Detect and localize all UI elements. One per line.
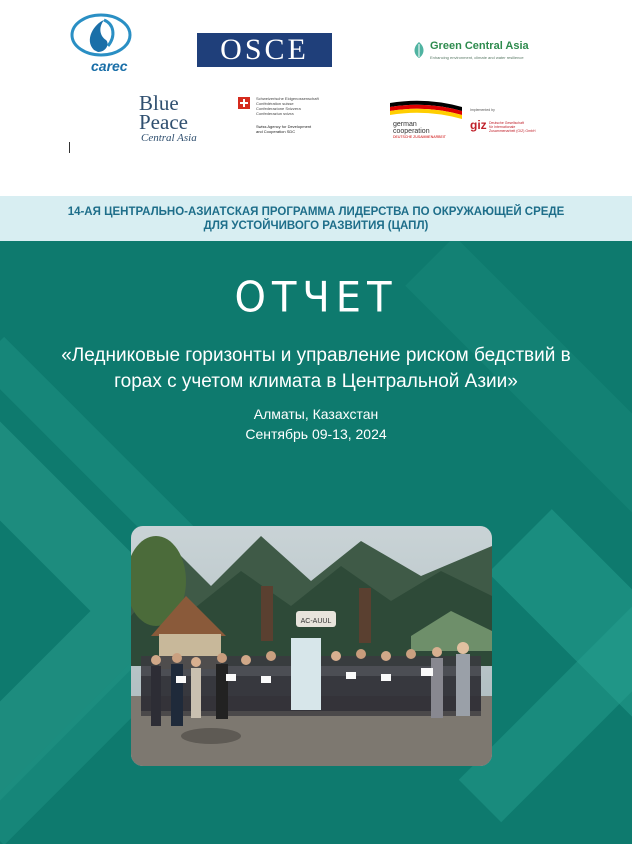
osce-logo-text: OSCE	[220, 33, 309, 66]
blue-peace-line1: Blue	[139, 91, 179, 115]
giz-logo: giz	[470, 118, 487, 132]
german-cooperation-text: german cooperation	[393, 121, 430, 135]
group-photo-image	[131, 526, 492, 766]
group-photo	[131, 526, 492, 766]
text-cursor	[69, 142, 70, 153]
german-flag-icon	[390, 99, 462, 121]
swiss-confederation-text: Schweizerische Eidgenossenschaft Confédération suisse Confederazione Svizzera Confederaziun svizra	[256, 96, 319, 116]
swiss-flag-icon	[238, 97, 250, 109]
photo-sign-text: AC-AUUL	[300, 618, 332, 625]
swiss-sdc-text: Swiss Agency for Development and Cooperation SDC	[256, 124, 312, 134]
green-central-asia-subtitle: Enhancing environment, climate and water resilience	[430, 55, 524, 60]
osce-logo	[197, 33, 332, 67]
program-banner-text: 14-АЯ ЦЕНТРАЛЬНО-АЗИАТСКАЯ ПРОГРАММА ЛИДЕРСТВА ПО ОКРУЖАЮЩЕЙ СРЕДЕ ДЛЯ УСТОЙЧИВОГО РАЗВИТИЯ (ЦАПЛ)	[67, 205, 565, 232]
german-cooperation-subtext: DEUTSCHE ZUSAMMENARBEIT	[393, 135, 446, 139]
carec-logo-icon	[70, 10, 132, 60]
green-central-asia-leaf-icon	[412, 41, 426, 59]
giz-implemented-by: Implemented by	[470, 108, 495, 112]
blue-peace-logo	[139, 91, 197, 144]
report-dates: Сентябрь 09-13, 2024	[245, 426, 387, 442]
green-central-asia-title: Green Central Asia	[430, 40, 529, 52]
blue-peace-line3: Central Asia	[141, 132, 197, 144]
report-place: Алматы, Казахстан	[253, 406, 379, 422]
carec-logo-text: carec	[91, 58, 128, 74]
giz-subtext: Deutsche Gesellschaft für Internationale Zusammenarbeit (GIZ) GmbH	[489, 121, 536, 133]
logo-header	[0, 0, 632, 196]
report-title: ОТЧЕТ	[234, 273, 398, 323]
blue-peace-line2: Peace	[139, 110, 188, 134]
report-subtitle: «Ледниковые горизонты и управление риском бедствий в горах с учетом климата в Центральной Азии»	[61, 345, 571, 392]
program-banner	[0, 196, 632, 241]
